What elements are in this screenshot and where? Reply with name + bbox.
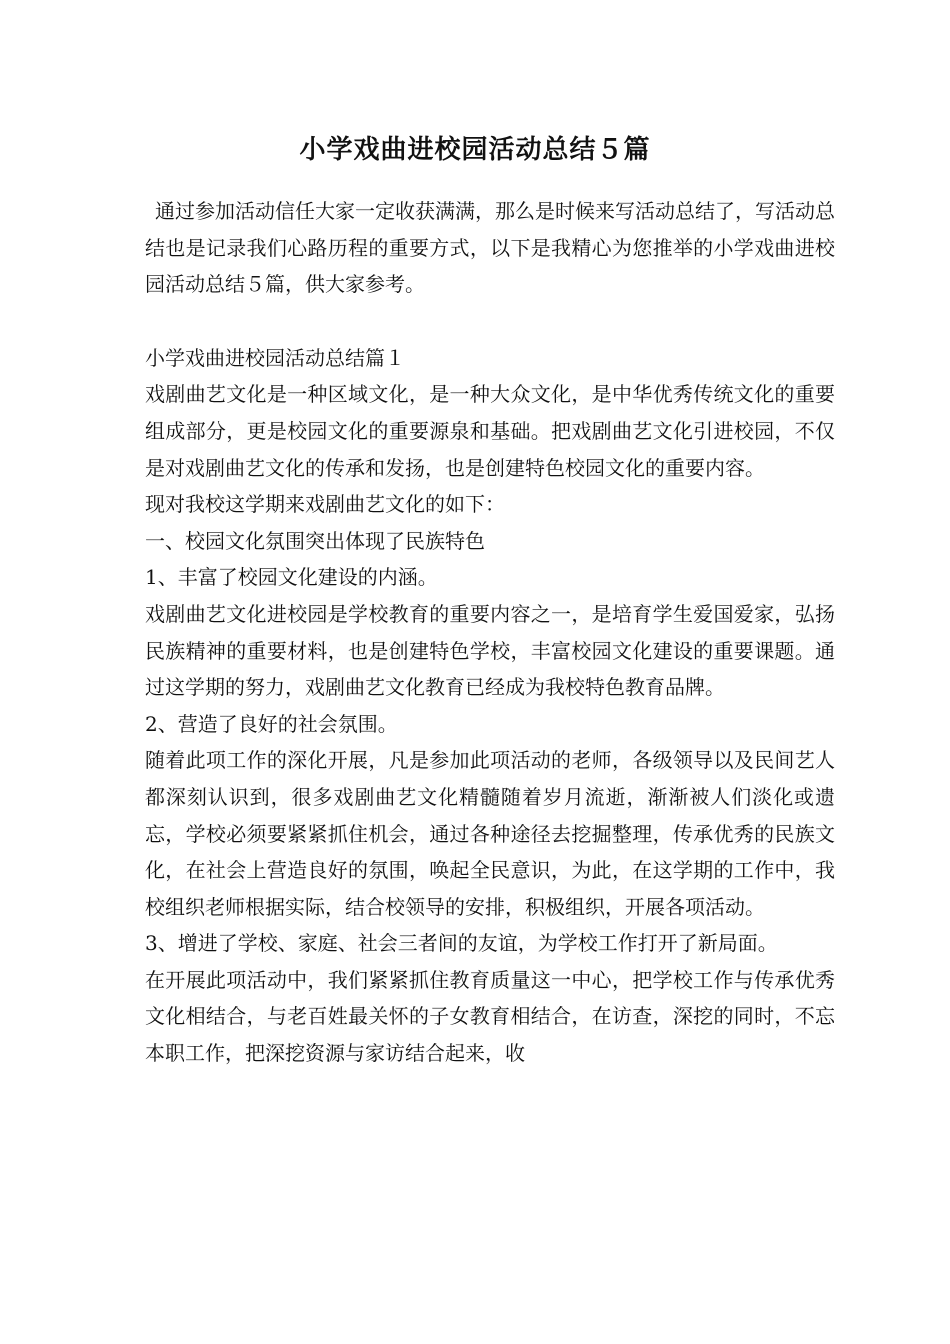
- subsection-heading: 一、校园文化氛围突出体现了民族特色: [145, 528, 485, 553]
- intro-paragraph: 通过参加活动信任大家一定收获满满，那么是时候来写活动总结了，写活动总结也是记录我们心路历程的重要方式，以下是我精心为您推举的小学戏曲进校园活动总结５篇，供大家参考。: [145, 199, 835, 297]
- section-heading: 小学戏曲进校园活动总结篇１: [145, 345, 405, 370]
- numbered-item: 2、营造了良好的社会氛围。: [145, 711, 398, 736]
- body-paragraph: 在开展此项活动中，我们紧紧抓住教育质量这一中心，把学校工作与传承优秀文化相结合，与老百姓最关怀的子女教育相结合，在访查，深挖的同时，不忘本职工作，把深挖资源与家访结合起来，收: [145, 967, 835, 1066]
- numbered-item: 3、增进了学校、家庭、社会三者间的友谊，为学校工作打开了新局面。: [145, 931, 778, 956]
- document-body: [145, 193, 835, 1072]
- body-paragraph: 戏剧曲艺文化是一种区域文化，是一种大众文化，是中华优秀传统文化的重要组成部分，更是校园文化的重要源泉和基础。把戏剧曲艺文化引进校园，不仅是对戏剧曲艺文化的传承和发扬，也是创建特色校园文化的重要内容。: [145, 382, 835, 480]
- paragraph-gap: [145, 303, 835, 340]
- body-paragraph: 随着此项工作的深化开展，凡是参加此项活动的老师，各级领导以及民间艺人都深刻认识到，很多戏剧曲艺文化精髓随着岁月流逝，渐渐被人们淡化或遗忘，学校必须要紧紧抓住机会，通过各种途径去挖掘整理，传承优秀的民族文化，在社会上营造良好的氛围，唤起全民意识，为此，在这学期的工作中，我校组织老师根据实际，结合校领导的安排，积极组织，开展各项活动。: [145, 748, 835, 919]
- numbered-item: 1、丰富了校园文化建设的内涵。: [145, 565, 438, 590]
- body-paragraph: 现对我校这学期来戏剧曲艺文化的如下：: [145, 492, 505, 517]
- body-paragraph: 戏剧曲艺文化进校园是学校教育的重要内容之一，是培育学生爱国爱家，弘扬民族精神的重要材料，也是创建特色学校，丰富校园文化建设的重要课题。通过这学期的努力，戏剧曲艺文化教育已经成为我校特色教育品牌。: [145, 601, 835, 700]
- document-title: 小学戏曲进校园活动总结５篇: [299, 135, 651, 165]
